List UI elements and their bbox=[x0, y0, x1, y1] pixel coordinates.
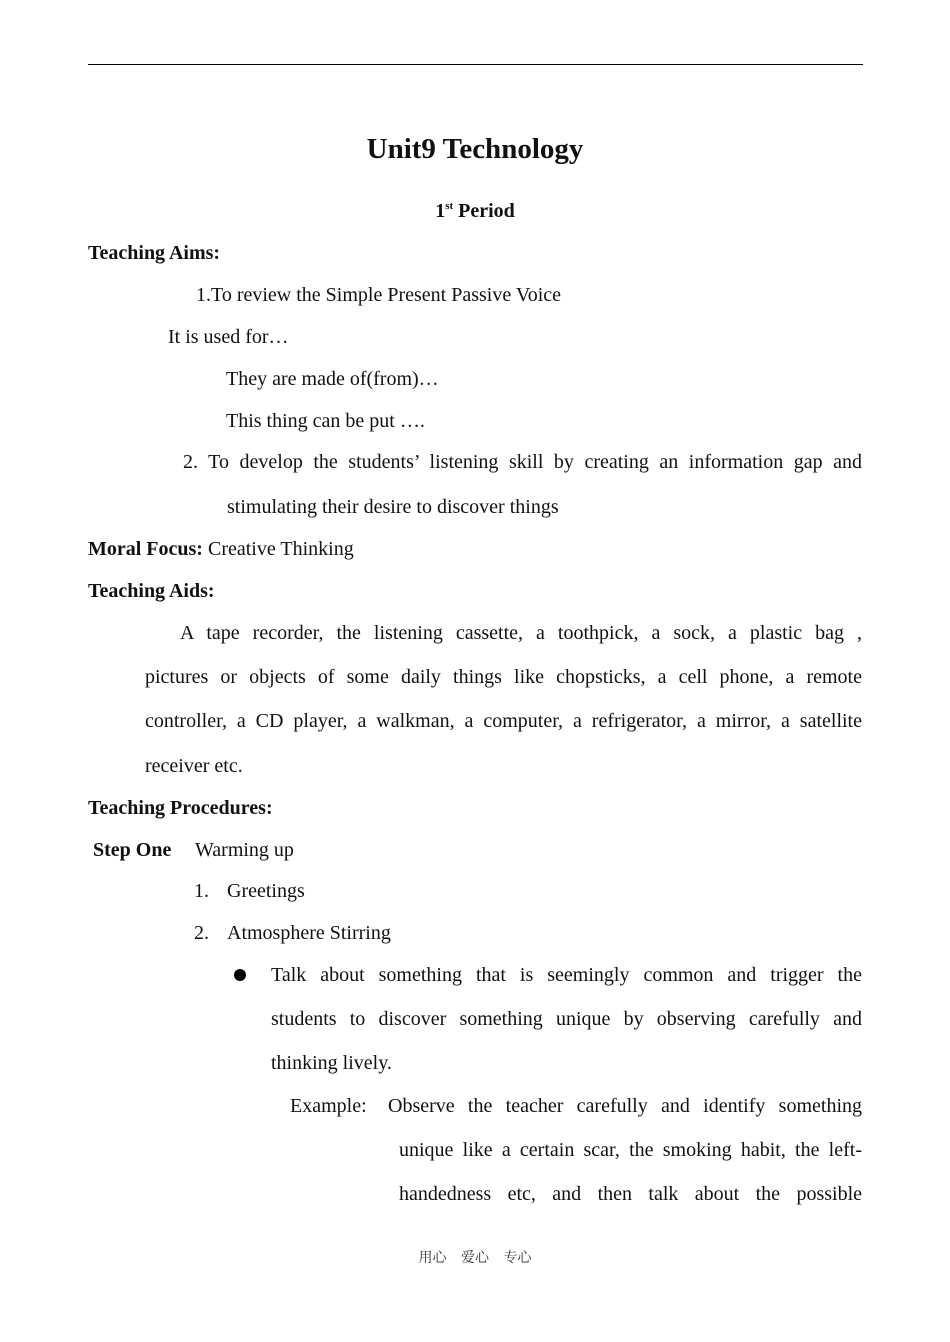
example-line-3: handedness etc, and then talk about the possible bbox=[399, 1183, 862, 1205]
bullet-line-3: thinking lively. bbox=[271, 1052, 392, 1074]
period-suffix: st bbox=[445, 200, 454, 212]
list-item-text: Greetings bbox=[227, 880, 305, 902]
moral-focus-heading: Moral Focus: bbox=[88, 538, 203, 560]
list-item-text: Atmosphere Stirring bbox=[227, 922, 391, 944]
header-rule bbox=[88, 64, 863, 65]
aim-item-2-line-1: 2. To develop the students’ listening skill by creating an information gap and bbox=[183, 451, 862, 473]
bullet-line-1: Talk about something that is seemingly common and trigger the bbox=[271, 964, 862, 986]
aids-line-3: controller, a CD player, a walkman, a computer, a refrigerator, a mirror, a satellite bbox=[145, 710, 862, 732]
aim-example-2: They are made of(from)… bbox=[226, 368, 439, 390]
period-number: 1 bbox=[435, 200, 446, 222]
page-footer: 用心 爱心 专心 bbox=[418, 1250, 532, 1266]
step-one-label: Step One bbox=[93, 839, 172, 861]
period-heading bbox=[0, 200, 950, 223]
list-item-number: 2. bbox=[194, 922, 209, 944]
teaching-procedures-heading: Teaching Procedures: bbox=[88, 797, 273, 819]
moral-focus-value: Creative Thinking bbox=[207, 538, 354, 560]
bullet-icon bbox=[234, 969, 246, 981]
aim-item-1: 1.To review the Simple Present Passive Voice bbox=[196, 284, 562, 306]
teaching-aids-heading: Teaching Aids: bbox=[88, 580, 215, 602]
aids-line-4: receiver etc. bbox=[145, 755, 243, 777]
example-line-2: unique like a certain scar, the smoking habit, the left- bbox=[399, 1139, 862, 1161]
aids-line-1: A tape recorder, the listening cassette, a toothpick, a sock, a plastic bag , bbox=[180, 622, 862, 644]
aim-item-2-line-2: stimulating their desire to discover things bbox=[227, 496, 559, 518]
example-label: Example: bbox=[290, 1095, 367, 1117]
document-title: Unit9 Technology bbox=[366, 133, 584, 165]
list-item-number: 1. bbox=[194, 880, 209, 902]
step-one-title: Warming up bbox=[195, 839, 294, 861]
bullet-line-2: students to discover something unique by observing carefully and bbox=[271, 1008, 862, 1030]
aids-line-2: pictures or objects of some daily things like chopsticks, a cell phone, a remote bbox=[145, 666, 862, 688]
teaching-aims-heading: Teaching Aims: bbox=[88, 242, 221, 264]
example-line-1: Observe the teacher carefully and identify something bbox=[388, 1095, 862, 1117]
aim-example-1: It is used for… bbox=[168, 326, 289, 348]
aim-example-3: This thing can be put …. bbox=[226, 410, 425, 432]
period-label: Period bbox=[458, 200, 515, 222]
moral-focus bbox=[88, 538, 354, 561]
